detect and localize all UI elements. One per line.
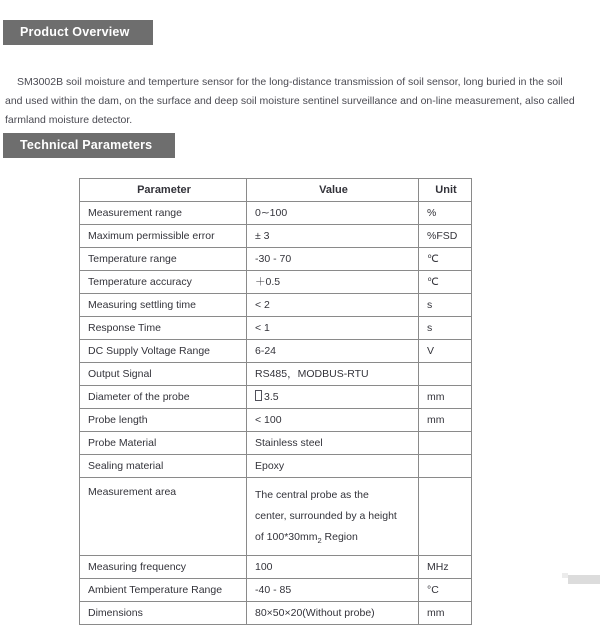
- cell-unit: V: [419, 340, 472, 363]
- cell-unit: ℃: [419, 271, 472, 294]
- cell-parameter: Maximum permissible error: [80, 225, 247, 248]
- cell-value-line-post: Region: [321, 531, 358, 543]
- cell-unit: s: [419, 317, 472, 340]
- cell-value: -30 - 70: [247, 248, 419, 271]
- table-row: [80, 271, 472, 294]
- cell-unit: °C: [419, 579, 472, 602]
- cell-parameter: Probe Material: [80, 432, 247, 455]
- cell-value: < 1: [247, 317, 419, 340]
- cell-parameter: Output Signal: [80, 363, 247, 386]
- cell-unit: [419, 455, 472, 478]
- cell-value: 100: [247, 556, 419, 579]
- table-row: [80, 556, 472, 579]
- cell-value: Stainless steel: [247, 432, 419, 455]
- cell-value: 80×50×20(Without probe): [247, 602, 419, 625]
- cell-parameter: Probe length: [80, 409, 247, 432]
- cell-value: [247, 386, 419, 409]
- page-corner-artifact: [568, 575, 600, 584]
- cell-unit: mm: [419, 602, 472, 625]
- cell-value: ± 3: [247, 225, 419, 248]
- table-row: [80, 225, 472, 248]
- table-body: [80, 202, 472, 625]
- cell-parameter: Measurement range: [80, 202, 247, 225]
- cell-value: -40 - 85: [247, 579, 419, 602]
- cell-unit: [419, 478, 472, 556]
- table-row: [80, 202, 472, 225]
- column-header-parameter: Parameter: [80, 179, 247, 202]
- table-row: [80, 340, 472, 363]
- table-row: [80, 579, 472, 602]
- technical-parameters-table-wrapper: [79, 178, 471, 625]
- table-row: [80, 363, 472, 386]
- table-row: [80, 294, 472, 317]
- technical-parameters-banner-wrapper: [4, 134, 174, 157]
- product-overview-paragraph: SM3002B soil moisture and temperture sensor for the long-distance transmission of soil sensor, long buried in the soil and used within the dam, on the surface and deep soil moisture sentinel surveillance and on-line measurement, also called farmland moisture detector.: [5, 75, 575, 126]
- cell-value: ＋0.5: [247, 271, 419, 294]
- cell-unit: s: [419, 294, 472, 317]
- cell-value: < 2: [247, 294, 419, 317]
- cell-parameter: Temperature accuracy: [80, 271, 247, 294]
- cell-parameter: Measuring settling time: [80, 294, 247, 317]
- product-overview-banner-wrapper: [4, 21, 152, 44]
- cell-parameter: DC Supply Voltage Range: [80, 340, 247, 363]
- cell-value-line: The central probe as the: [255, 489, 369, 501]
- cell-parameter: Dimensions: [80, 602, 247, 625]
- missing-glyph-icon: [255, 390, 262, 401]
- cell-value-line: center, surrounded by a height: [255, 510, 397, 522]
- product-overview-banner: Product Overview: [4, 21, 152, 44]
- technical-parameters-table: [79, 178, 472, 625]
- cell-unit: MHz: [419, 556, 472, 579]
- table-row: [80, 432, 472, 455]
- cell-value: 6-24: [247, 340, 419, 363]
- technical-parameters-banner: Technical Parameters: [4, 134, 174, 157]
- cell-parameter: Measuring frequency: [80, 556, 247, 579]
- cell-value-line-pre: of 100*30mm: [255, 531, 318, 543]
- table-row: [80, 478, 472, 556]
- cell-value-text: 3.5: [264, 391, 279, 403]
- table-header-row: [80, 179, 472, 202]
- cell-parameter: Diameter of the probe: [80, 386, 247, 409]
- cell-parameter: Response Time: [80, 317, 247, 340]
- cell-value: [247, 478, 419, 556]
- cell-value: < 100: [247, 409, 419, 432]
- cell-unit: [419, 432, 472, 455]
- cell-value: 0∼100: [247, 202, 419, 225]
- cell-value-line: [255, 527, 412, 551]
- cell-unit: mm: [419, 409, 472, 432]
- table-row: [80, 455, 472, 478]
- column-header-unit: Unit: [419, 179, 472, 202]
- cell-parameter: Temperature range: [80, 248, 247, 271]
- cell-unit: %: [419, 202, 472, 225]
- table-row: [80, 409, 472, 432]
- cell-value-subscript: 2: [317, 536, 322, 546]
- cell-unit: mm: [419, 386, 472, 409]
- cell-parameter: Ambient Temperature Range: [80, 579, 247, 602]
- table-row: [80, 386, 472, 409]
- column-header-value: Value: [247, 179, 419, 202]
- table-row: [80, 602, 472, 625]
- cell-parameter: Measurement area: [80, 478, 247, 556]
- cell-value: Epoxy: [247, 455, 419, 478]
- cell-value: RS485，MODBUS-RTU: [247, 363, 419, 386]
- cell-unit: [419, 363, 472, 386]
- table-row: [80, 317, 472, 340]
- cell-parameter: Sealing material: [80, 455, 247, 478]
- table-row: [80, 248, 472, 271]
- cell-unit: ℃: [419, 248, 472, 271]
- cell-unit: %FSD: [419, 225, 472, 248]
